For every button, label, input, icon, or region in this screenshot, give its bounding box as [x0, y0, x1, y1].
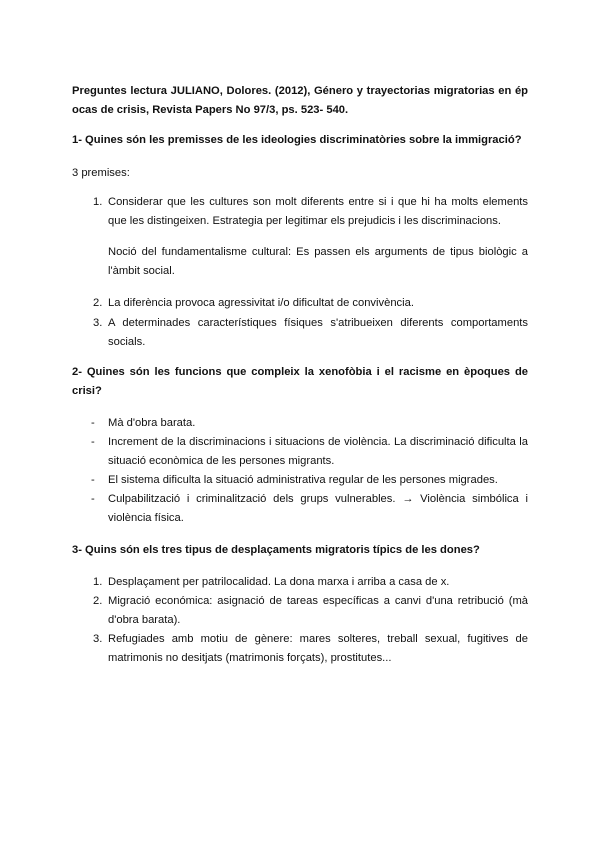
question-3-heading: 3- Quins són els tres tipus de desplaçaments migratoris típics de les dones?	[72, 544, 480, 556]
list-item: 2. La diferència provoca agressivitat i/o dificultat de convivència.	[93, 297, 414, 309]
list-item: 1. Desplaçament per patrilocalidad. La dona marxa i arriba a casa de x.	[93, 576, 450, 588]
list-item: - Mà d'obra barata.	[91, 417, 196, 429]
list-item: - Increment de la discriminacions i situacions de violència. La discriminació dificulta la situació econòmica de les persones migrants.	[91, 436, 528, 467]
list-item: - El sistema dificulta la situació administrativa regular de les persones migrades.	[91, 474, 498, 486]
list-item: 3. A determinades característiques físiques s'atribueixen diferents comportaments socials.	[93, 317, 528, 348]
list-item: 2. Migració económica: asignació de tareas específicas a canvi d'una retribució (mà d'obra barata).	[93, 595, 528, 626]
list-item: 3. Refugiades amb motiu de gènere: mares solteres, treball sexual, fugitives de matrimonis no desitjats (matrimonis forçats), prostitutes...	[93, 633, 528, 664]
document-title: Preguntes lectura JULIANO, Dolores. (2012), Género y trayectorias migratorias en ép ocas de crisis, Revista Papers No 97/3, ps. 523- 540.	[72, 85, 528, 116]
question-1-heading: 1- Quines són les premisses de les ideologies discriminatòries sobre la immigració?	[72, 134, 522, 146]
list-item-note: Noció del fundamentalisme cultural: Es passen els arguments de tipus biològic a l'àmbit social.	[108, 246, 528, 277]
list-item: 1. Considerar que les cultures son molt diferents entre si i que hi ha molts elements que les distingeixen. Estrategia per legitimar els prejudicis i les discriminacions.	[93, 196, 528, 227]
question-2-heading: 2- Quines són les funcions que compleix la xenofòbia i el racisme en èpoques de crisi?	[72, 366, 528, 397]
list-item: - Culpabilització i criminalització dels grups vulnerables. → Violència simbólica i violència física.	[91, 493, 528, 524]
question-1-intro: 3 premises:	[72, 167, 130, 179]
